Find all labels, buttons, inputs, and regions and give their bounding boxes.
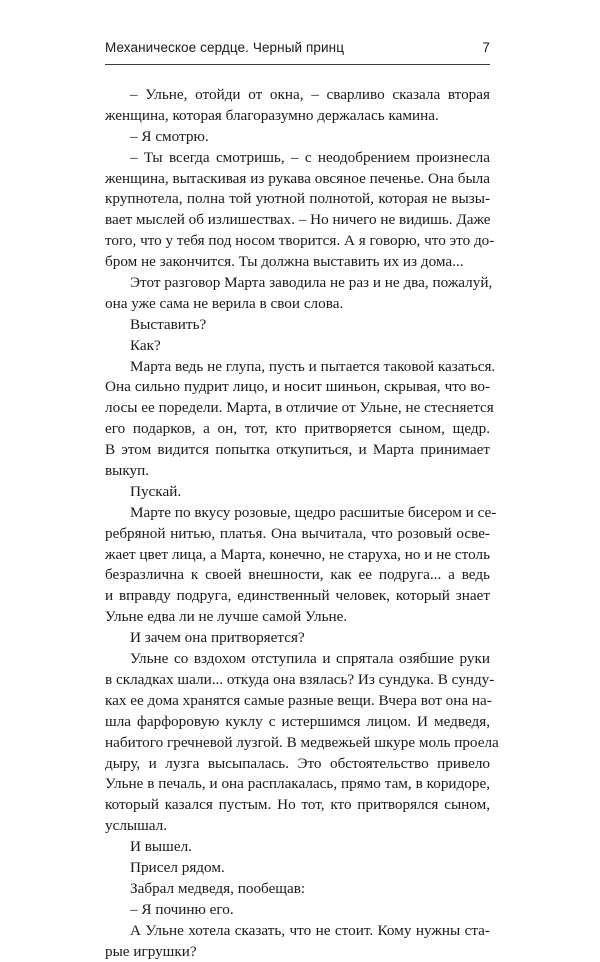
- text-line: набитого гречневой лузгой. В медвежьей шкуре моль проела: [105, 733, 499, 751]
- text-line: ребряной нитью, платья. Она вычитала, что розовый осве-: [105, 524, 490, 542]
- text-line: выкуп.: [105, 462, 150, 480]
- text-line: Присел рядом.: [130, 858, 225, 876]
- text-line: И зачем она притворяется?: [130, 629, 305, 647]
- text-line: в складках шали... откуда она взялась? Из сундука. В сунду-: [105, 670, 495, 688]
- text-line: женщина, которая благоразумно держалась камина.: [105, 106, 439, 124]
- text-line: бром не закончится. Ты должна выставить их из дома...: [105, 253, 464, 271]
- text-line: Она сильно пудрит лицо, и носит шиньон, скрывая, что во-: [105, 378, 490, 396]
- text-line: – Ульне, отойди от окна, – сварливо сказала вторая: [130, 86, 490, 103]
- text-line: она уже сама не верила в свои слова.: [105, 294, 344, 312]
- header-rule: [105, 64, 490, 65]
- text-line: В этом видится попытка откупиться, и Марта принимает: [105, 441, 490, 459]
- text-line: И вышел.: [130, 838, 192, 856]
- text-line: безразлична к своей внешности, как ее подруга... а ведь: [105, 566, 490, 584]
- text-line: Как?: [130, 336, 161, 354]
- text-line: Ульне едва ли не лучше самой Ульне.: [105, 608, 348, 626]
- text-line: Ульне в печаль, и она расплакалась, прямо там, в коридоре,: [105, 775, 490, 793]
- text-line: Пускай.: [130, 482, 182, 500]
- text-line: лосы ее поредели. Марта, в отличие от Ульне, не стесняется: [105, 399, 494, 417]
- text-line: вает мыслей об излишествах. – Но ничего не видишь. Даже: [105, 211, 491, 229]
- text-line: ках ее дома хранятся самые разные вещи. Вчера вот она на-: [105, 691, 492, 709]
- text-line: Забрал медведя, пообещав:: [130, 879, 306, 897]
- text-line: А Ульне хотела сказать, что не стоит. Кому нужны ста-: [130, 921, 490, 939]
- text-line: Этот разговор Марта заводила не раз и не два, пожалуй,: [130, 274, 493, 292]
- text-line: дыру, и лузга высыпалась. Это обстоятельство привело: [105, 754, 490, 772]
- text-line: крупнотела, полна той уютной полнотой, которая не вызы-: [105, 190, 490, 208]
- text-line: – Я смотрю.: [130, 127, 209, 145]
- text-line: его подарков, а он, тот, кто притворяется сыном, щедр.: [105, 420, 490, 438]
- text-line: Марта ведь не глупа, пусть и пытается таковой казаться.: [130, 357, 496, 375]
- text-line: Выставить?: [130, 315, 207, 333]
- text-line: жает цвет лица, а Марта, конечно, не старуха, но и не столь: [105, 545, 490, 563]
- text-line: Ульне со вздохом отступила и спрятала озябшие руки: [130, 650, 490, 668]
- text-line: – Ты всегда смотришь, – с неодобрением произнесла: [130, 148, 490, 166]
- text-line: женщина, вытаскивая из рукава овсяное печенье. Она была: [105, 169, 490, 187]
- text-line: того, что у тебя под носом творится. А я говорю, что это до-: [105, 232, 495, 250]
- text-line: шла фарфоровую куклу с истершимся лицом. И медведя,: [105, 712, 490, 730]
- body-text: [105, 85, 499, 962]
- text-line: Марте по вкусу розовые, щедро расшитые бисером и се-: [130, 503, 497, 521]
- text-line: услышал.: [105, 817, 168, 835]
- text-line: – Я починю его.: [130, 900, 234, 918]
- text-line: рые игрушки?: [105, 942, 197, 960]
- text-line: который казался пустым. Но тот, кто притворялся сыном,: [105, 796, 490, 814]
- page-number: 7: [482, 40, 490, 55]
- text-line: и вправду подруга, единственный человек, который знает: [105, 587, 490, 605]
- running-title: Механическое сердце. Черный принц: [105, 40, 345, 55]
